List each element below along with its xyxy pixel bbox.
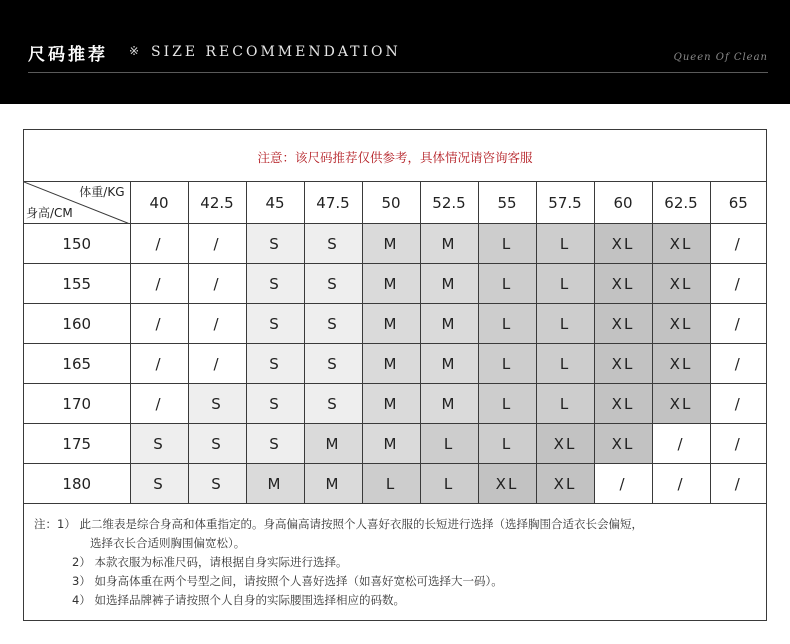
size-cell: S [188, 384, 246, 424]
height-header: 180 [24, 464, 130, 504]
size-cell: M [362, 224, 420, 264]
size-cell: XL [652, 384, 710, 424]
notes-section [24, 501, 766, 610]
note-3: 3） 如身高体重在两个号型之间，请按照个人喜好选择（如喜好宽松可选择大一码）。 [72, 574, 503, 588]
height-header: 170 [24, 384, 130, 424]
size-cell: L [478, 304, 536, 344]
size-cell: L [536, 264, 594, 304]
weight-axis-label: 体重/KG [79, 185, 125, 199]
weight-header: 42.5 [188, 182, 246, 224]
size-cell: / [652, 464, 710, 504]
table-row [24, 384, 766, 424]
size-cell: M [246, 464, 304, 504]
size-cell: XL [594, 224, 652, 264]
size-cell: / [710, 224, 766, 264]
weight-header: 60 [594, 182, 652, 224]
table-corner-header [24, 182, 130, 224]
size-cell: L [478, 344, 536, 384]
page-subtitle: SIZE RECOMMENDATION [151, 44, 401, 60]
size-cell: L [536, 384, 594, 424]
note-2: 2） 本款衣服为标准尺码，请根据自身实际进行选择。 [72, 555, 348, 569]
header-divider [28, 72, 768, 73]
notice-text: 注意：该尺码推荐仅供参考，具体情况请咨询客服 [257, 150, 533, 165]
size-cell: M [420, 344, 478, 384]
size-cell: / [130, 224, 188, 264]
height-header: 155 [24, 264, 130, 304]
page-title: 尺码推荐 [28, 45, 108, 65]
note-4: 4） 如选择品牌裤子请按照个人自身的实际腰围选择相应的码数。 [72, 593, 405, 607]
size-cell: / [130, 304, 188, 344]
size-cell: / [710, 304, 766, 344]
size-chart-card [23, 129, 767, 621]
size-cell: / [188, 344, 246, 384]
size-cell: L [478, 384, 536, 424]
size-cell: S [246, 224, 304, 264]
size-cell: / [710, 464, 766, 504]
table-header-row [24, 182, 766, 224]
size-cell: / [188, 224, 246, 264]
size-cell: L [420, 424, 478, 464]
size-cell: S [246, 304, 304, 344]
size-cell: M [304, 424, 362, 464]
size-cell: L [420, 464, 478, 504]
size-cell: / [710, 384, 766, 424]
size-cell: L [536, 344, 594, 384]
weight-header: 47.5 [304, 182, 362, 224]
note-1-continued: 选择衣长合适则胸围偏宽松）。 [90, 536, 246, 550]
reference-mark-icon: ※ [129, 44, 140, 58]
size-cell: S [304, 264, 362, 304]
size-cell: S [246, 384, 304, 424]
size-cell: M [420, 224, 478, 264]
size-cell: XL [594, 424, 652, 464]
size-cell: / [652, 424, 710, 464]
size-cell: XL [594, 384, 652, 424]
size-cell: S [246, 344, 304, 384]
size-cell: S [246, 264, 304, 304]
size-cell: M [420, 384, 478, 424]
size-cell: XL [536, 464, 594, 504]
weight-header: 62.5 [652, 182, 710, 224]
size-cell: XL [594, 344, 652, 384]
table-row [24, 224, 766, 264]
note-1: 注：1） 此二维表是综合身高和体重指定的。身高偏高请按照个人喜好衣服的长短进行选择（选择胸围合适衣长会偏短， [34, 517, 643, 531]
size-cell: S [246, 424, 304, 464]
size-table [24, 181, 766, 504]
size-cell: L [478, 264, 536, 304]
size-cell: / [710, 424, 766, 464]
table-row [24, 264, 766, 304]
height-axis-label: 身高/CM [26, 206, 73, 220]
size-cell: L [362, 464, 420, 504]
size-cell: S [304, 304, 362, 344]
size-cell: L [536, 224, 594, 264]
size-cell: M [362, 264, 420, 304]
size-cell: S [188, 424, 246, 464]
size-cell: / [130, 344, 188, 384]
size-cell: / [188, 264, 246, 304]
size-cell: L [536, 304, 594, 344]
size-cell: S [304, 224, 362, 264]
size-cell: L [478, 224, 536, 264]
weight-header: 65 [710, 182, 766, 224]
height-header: 165 [24, 344, 130, 384]
size-cell: XL [478, 464, 536, 504]
size-cell: / [710, 264, 766, 304]
size-cell: XL [594, 304, 652, 344]
table-row [24, 424, 766, 464]
weight-header: 55 [478, 182, 536, 224]
size-cell: XL [652, 344, 710, 384]
table-row [24, 344, 766, 384]
size-cell: XL [652, 304, 710, 344]
size-cell: XL [652, 264, 710, 304]
height-header: 160 [24, 304, 130, 344]
table-row [24, 304, 766, 344]
size-cell: M [362, 384, 420, 424]
size-cell: S [304, 344, 362, 384]
size-cell: M [362, 424, 420, 464]
size-cell: S [130, 464, 188, 504]
size-cell: M [304, 464, 362, 504]
brand-signature: Queen Of Clean [673, 52, 768, 63]
size-cell: / [710, 344, 766, 384]
size-cell: M [362, 304, 420, 344]
size-cell: / [594, 464, 652, 504]
size-cell: S [188, 464, 246, 504]
size-cell: M [420, 264, 478, 304]
size-cell: S [304, 384, 362, 424]
height-header: 150 [24, 224, 130, 264]
height-header: 175 [24, 424, 130, 464]
weight-header: 57.5 [536, 182, 594, 224]
table-row [24, 464, 766, 504]
size-cell: XL [652, 224, 710, 264]
size-cell: M [362, 344, 420, 384]
size-cell: XL [536, 424, 594, 464]
size-cell: / [188, 304, 246, 344]
weight-header: 45 [246, 182, 304, 224]
weight-header: 50 [362, 182, 420, 224]
weight-header: 40 [130, 182, 188, 224]
size-cell: / [130, 264, 188, 304]
size-cell: XL [594, 264, 652, 304]
weight-header: 52.5 [420, 182, 478, 224]
size-cell: / [130, 384, 188, 424]
size-cell: S [130, 424, 188, 464]
size-cell: M [420, 304, 478, 344]
page-header [0, 0, 790, 104]
size-cell: L [478, 424, 536, 464]
